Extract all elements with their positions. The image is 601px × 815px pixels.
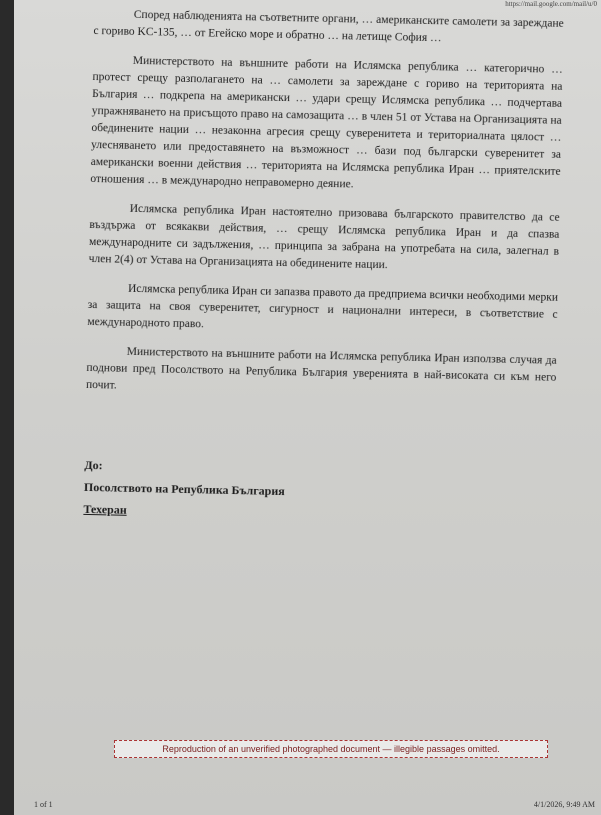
paragraph-1: Според наблюденията на съответните органи, … американските самолети за зареждане с гориво KC-135, … от Егейско море и обратно … на летище София … xyxy=(93,8,564,45)
document-body xyxy=(83,6,564,530)
print-timestamp: 4/1/2026, 9:49 AM xyxy=(533,800,595,809)
transcription-notice: Reproduction of an unverified photographed document — illegible passages omitted. xyxy=(114,740,548,758)
paragraph-5: Министерството на външните работи на Ислямска република Иран използва случая да поднови пред Посолството на Република България уверенията в най-високата си към него почит. xyxy=(85,345,557,392)
document-page xyxy=(14,0,601,815)
addressee-block xyxy=(83,454,554,530)
paragraph-3: Ислямска република Иран настоятелно призовава българското правителство да се въздържа от всякакви действия, … срещу Ислямска република Иран и да спазва международните си задължения, … принципа за забрана на употребата на сила, залегнал в член 2(4) от Устава на Организацията на обединените нации. xyxy=(88,202,560,272)
addressee-to: До: xyxy=(84,457,103,473)
page-counter: 1 of 1 xyxy=(34,800,53,809)
paragraph-2: Министерството на външните работи на Ислямска република … категорично … протест срещу разполагането на … самолети за зареждане с гориво на територията на България … подкрепа на американски … удари срещу Ислямска република … подчертава упражняването на присъщото право на самозащита … в член 51 от Устава на Организацията на обединените нации … незаконна агресия срещу суверенитета и териториалната цялост … улесняването или предоставянето на възможност … бази под български суверенитет за американски военни действия … територията на Ислямска република Иран … приятелските отношения … в международно неправомерно деяние. xyxy=(90,54,563,191)
addressee-recipient: Посолството на Република България xyxy=(83,479,285,499)
addressee-city: Техеран xyxy=(83,501,127,517)
paragraph-4: Ислямска република Иран си запазва правото да предприема всички необходими мерки за защита на своя суверенитет, сигурност и национални интереси, в съответствие с международното право. xyxy=(87,282,559,331)
print-header-url: https://mail.google.com/mail/u/0 xyxy=(505,0,597,8)
